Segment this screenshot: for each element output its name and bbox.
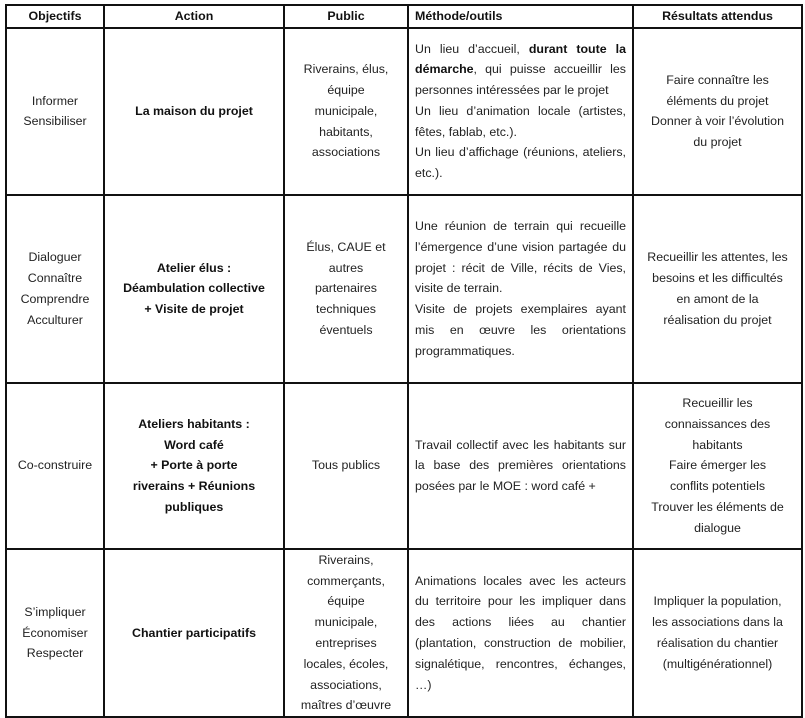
cell-objectifs bbox=[6, 195, 104, 383]
action-text: + Visite de projet bbox=[144, 302, 244, 317]
public-line: locales, écoles, bbox=[303, 656, 389, 671]
public-line: entreprises bbox=[315, 635, 377, 650]
resultat-line: conflits potentiels bbox=[669, 479, 766, 494]
action-text: publiques bbox=[164, 499, 224, 514]
cell-action bbox=[104, 28, 284, 195]
objectif-item: Dialoguer bbox=[28, 250, 82, 265]
objectif-item: Informer bbox=[31, 93, 79, 108]
table-row bbox=[6, 195, 802, 383]
resultat-line: connaissances des bbox=[664, 416, 771, 431]
public-line: équipe bbox=[327, 594, 365, 609]
public-line: éventuels bbox=[319, 322, 373, 337]
resultat-line: habitants bbox=[692, 437, 743, 452]
resultat-line: Faire connaître les bbox=[666, 72, 769, 87]
resultat-line: réalisation du projet bbox=[663, 312, 772, 327]
cell-public bbox=[284, 549, 408, 717]
public-line: Tous publics bbox=[311, 458, 381, 473]
cell-objectifs bbox=[6, 28, 104, 195]
methode-paragraph: Animations locales avec les acteurs du territoire pour les impliquer dans des actions liées au chantier (plantation, construction de mobilier, signalétique, rencontres, échanges, …) bbox=[415, 573, 626, 692]
objectif-item: Économiser bbox=[22, 625, 88, 640]
public-line: maîtres d’œuvre bbox=[300, 698, 392, 713]
objectif-item: Acculturer bbox=[27, 312, 83, 327]
methode-text: , qui puisse accueillir les personnes intéressées par le projet bbox=[415, 62, 626, 98]
resultat-line: réalisation du chantier bbox=[656, 635, 779, 650]
objectif-item: Sensibiliser bbox=[23, 114, 87, 129]
public-line: Élus, CAUE et bbox=[306, 239, 386, 254]
resultat-line: besoins et les difficultés bbox=[652, 271, 783, 285]
public-line: partenaires bbox=[315, 281, 377, 296]
methode-paragraph: Visite de projets exemplaires ayant mis en œuvre les orientations programmatiques. bbox=[415, 302, 626, 358]
cell-action bbox=[104, 549, 284, 717]
table-row bbox=[6, 549, 802, 717]
methode-paragraph: Une réunion de terrain qui recueille l’émergence d’une vision partagée du projet : récit de Ville, récits de Vies, visite de terrain. bbox=[415, 219, 626, 296]
public-line: techniques bbox=[316, 302, 376, 317]
public-line: Riverains, bbox=[318, 552, 374, 567]
methode-paragraph: Travail collectif avec les habitants sur la base des premières orientations posées par le MOE : word café + bbox=[415, 437, 626, 494]
cell-methode bbox=[408, 195, 633, 383]
action-text: Ateliers habitants : bbox=[138, 416, 250, 431]
cell-objectifs bbox=[6, 549, 104, 717]
cell-objectifs bbox=[6, 383, 104, 549]
resultat-line: Donner à voir l’évolution bbox=[651, 114, 784, 129]
cell-methode bbox=[408, 28, 633, 195]
cell-public bbox=[284, 28, 408, 195]
objectif-item: Connaître bbox=[27, 271, 83, 285]
public-line: équipe bbox=[327, 83, 365, 98]
cell-methode bbox=[408, 383, 633, 549]
table-row bbox=[6, 28, 802, 195]
cell-resultats bbox=[633, 195, 802, 383]
header-public: Public bbox=[284, 5, 408, 28]
cell-resultats bbox=[633, 28, 802, 195]
action-text: riverains + Réunions bbox=[132, 479, 256, 494]
cell-action bbox=[104, 195, 284, 383]
public-line: associations, bbox=[310, 677, 382, 692]
methode-emphasis: durant toute la démarche bbox=[415, 41, 626, 77]
header-action: Action bbox=[104, 5, 284, 28]
action-text: + Porte à porte bbox=[150, 458, 238, 473]
action-text: Chantier participatifs bbox=[132, 625, 256, 640]
objectif-item: S’impliquer bbox=[24, 604, 86, 619]
resultat-line: dialogue bbox=[694, 520, 741, 535]
methode-paragraph bbox=[415, 39, 626, 101]
cell-resultats bbox=[633, 383, 802, 549]
header-methode-outils: Méthode/outils bbox=[408, 5, 633, 28]
methode-paragraph: Un lieu d’animation locale (artistes, fêtes, fablab, etc.). bbox=[415, 103, 626, 139]
public-line: habitants, bbox=[319, 124, 373, 139]
cell-public bbox=[284, 383, 408, 549]
resultat-line: les associations dans la bbox=[652, 615, 783, 630]
methode-paragraph: Un lieu d’affichage (réunions, ateliers, etc.). bbox=[415, 145, 626, 181]
cell-public bbox=[284, 195, 408, 383]
public-line: associations bbox=[311, 145, 381, 160]
header-resultats-attendus: Résultats attendus bbox=[633, 5, 802, 28]
objectif-item: Co-construire bbox=[17, 458, 93, 473]
action-text: Déambulation collective bbox=[123, 281, 265, 296]
public-line: Riverains, élus, bbox=[303, 62, 389, 77]
resultat-line: Faire émerger les bbox=[668, 458, 767, 473]
resultat-line: Trouver les éléments de bbox=[651, 499, 784, 514]
public-line: municipale, bbox=[314, 103, 378, 118]
action-text: La maison du projet bbox=[135, 103, 253, 118]
table-header-row bbox=[6, 5, 802, 28]
resultat-line: éléments du projet bbox=[666, 93, 769, 108]
resultat-line: du projet bbox=[693, 135, 742, 150]
objectif-item: Respecter bbox=[26, 646, 84, 661]
public-line: municipale, bbox=[314, 615, 378, 630]
resultat-line: Recueillir les bbox=[682, 396, 753, 410]
participation-plan-table bbox=[5, 4, 803, 718]
cell-methode bbox=[408, 549, 633, 717]
action-text: Word café bbox=[164, 437, 224, 452]
resultat-line: en amont de la bbox=[676, 291, 759, 306]
public-line: autres bbox=[328, 260, 364, 275]
action-text: Atelier élus : bbox=[156, 260, 232, 275]
header-objectifs: Objectifs bbox=[6, 5, 104, 28]
resultat-line: Impliquer la population, bbox=[653, 594, 782, 609]
public-line: commerçants, bbox=[307, 573, 385, 588]
cell-action bbox=[104, 383, 284, 549]
methode-text: Un lieu d’accueil, bbox=[415, 41, 529, 56]
table-row bbox=[6, 383, 802, 549]
resultat-line: (multigénérationnel) bbox=[662, 656, 773, 671]
objectif-item: Comprendre bbox=[20, 291, 90, 306]
resultat-line: Recueillir les attentes, les bbox=[647, 250, 788, 265]
cell-resultats bbox=[633, 549, 802, 717]
